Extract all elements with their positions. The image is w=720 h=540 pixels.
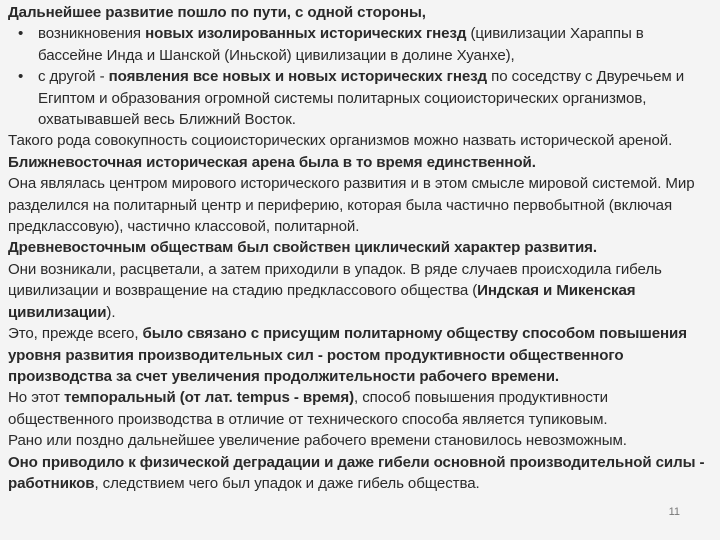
paragraph-temporal-emphasis: темпоральный (от лат. tempus - время): [63, 389, 355, 407]
paragraph-temporal-tail: , способ повышения продуктивности общественного производства в отличие от технического способа является тупиковым.: [8, 389, 608, 428]
paragraph-degradation-emphasis: Оно приводило к физической деградации и даже гибели основной производительной силы - работников: [8, 453, 705, 492]
paragraph-temporal: [8, 387, 710, 430]
bullet-marker-icon: •: [18, 25, 24, 43]
bullet-item-1: [8, 23, 710, 66]
paragraph-temporal-text: Но этот: [8, 389, 64, 407]
bullet-1-text-a: возникновения: [38, 25, 146, 43]
paragraph-decline-emphasis: Индская и Микенская цивилизации: [8, 282, 636, 321]
paragraph-cause: [8, 323, 710, 387]
paragraph-decline-text: Они возникали, расцветали, а затем приходили в упадок. В ряде случаев происходила гибель цивилизации и возвращение на стадию предклассового общества (: [8, 260, 662, 300]
paragraph-arena-text: Такого рода совокупность социоисторических организмов можно назвать исторической ареной.: [8, 132, 673, 150]
bullet-2-text-b: появления все новых и новых исторических гнезд: [108, 68, 488, 86]
paragraph-limit: Рано или поздно дальнейшее увеличение рабочего времени становилось невозможным.: [8, 432, 627, 450]
paragraph-degradation: [8, 452, 710, 495]
paragraph-cyclical: Древневосточным обществам был свойствен циклический характер развития.: [8, 239, 597, 257]
paragraph-arena-emphasis: Ближневосточная историческая арена была в то время единственной.: [8, 153, 536, 171]
bullet-2-text-c: по соседству с Двуречьем и Египтом и образования огромной системы политарных социоисторических организмов, охватывавшей весь Ближний Восток.: [38, 68, 685, 129]
paragraph-cause-text: Это, прежде всего,: [8, 325, 143, 343]
bullet-2-text-a: с другой -: [38, 68, 109, 86]
intro-paragraph: Дальнейшее развитие пошло по пути, с одной стороны,: [8, 4, 426, 21]
bullet-item-2: [8, 66, 710, 130]
paragraph-world-system: Она являлась центром мирового исторического развития и в этом смысле мировой системой. Мир разделился на политарный центр и периферию, которая была частично первобытной (включая предклассовую), частично классовой, политарной.: [8, 175, 695, 236]
bullet-1-text-b: новых изолированных исторических гнезд: [145, 25, 467, 43]
bullet-marker-icon: •: [18, 68, 24, 86]
bullet-1-text-c: (цивилизации Хараппы в бассейне Инда и Шанской (Иньской) цивилизации в долине Хуанхе),: [38, 25, 644, 64]
page-number: 11: [668, 506, 680, 518]
paragraph-decline-tail: ).: [106, 303, 116, 321]
paragraph-arena: [8, 130, 710, 173]
paragraph-decline: [8, 259, 710, 323]
slide-body: [8, 2, 710, 494]
paragraph-cause-emphasis: было связано с присущим политарному обществу способом повышения уровня развития производительных сил - ростом продуктивности общественного производства за счет увеличения продолжительности рабочего времени.: [8, 325, 687, 385]
paragraph-degradation-tail: , следствием чего был упадок и даже гибель общества.: [94, 474, 480, 492]
